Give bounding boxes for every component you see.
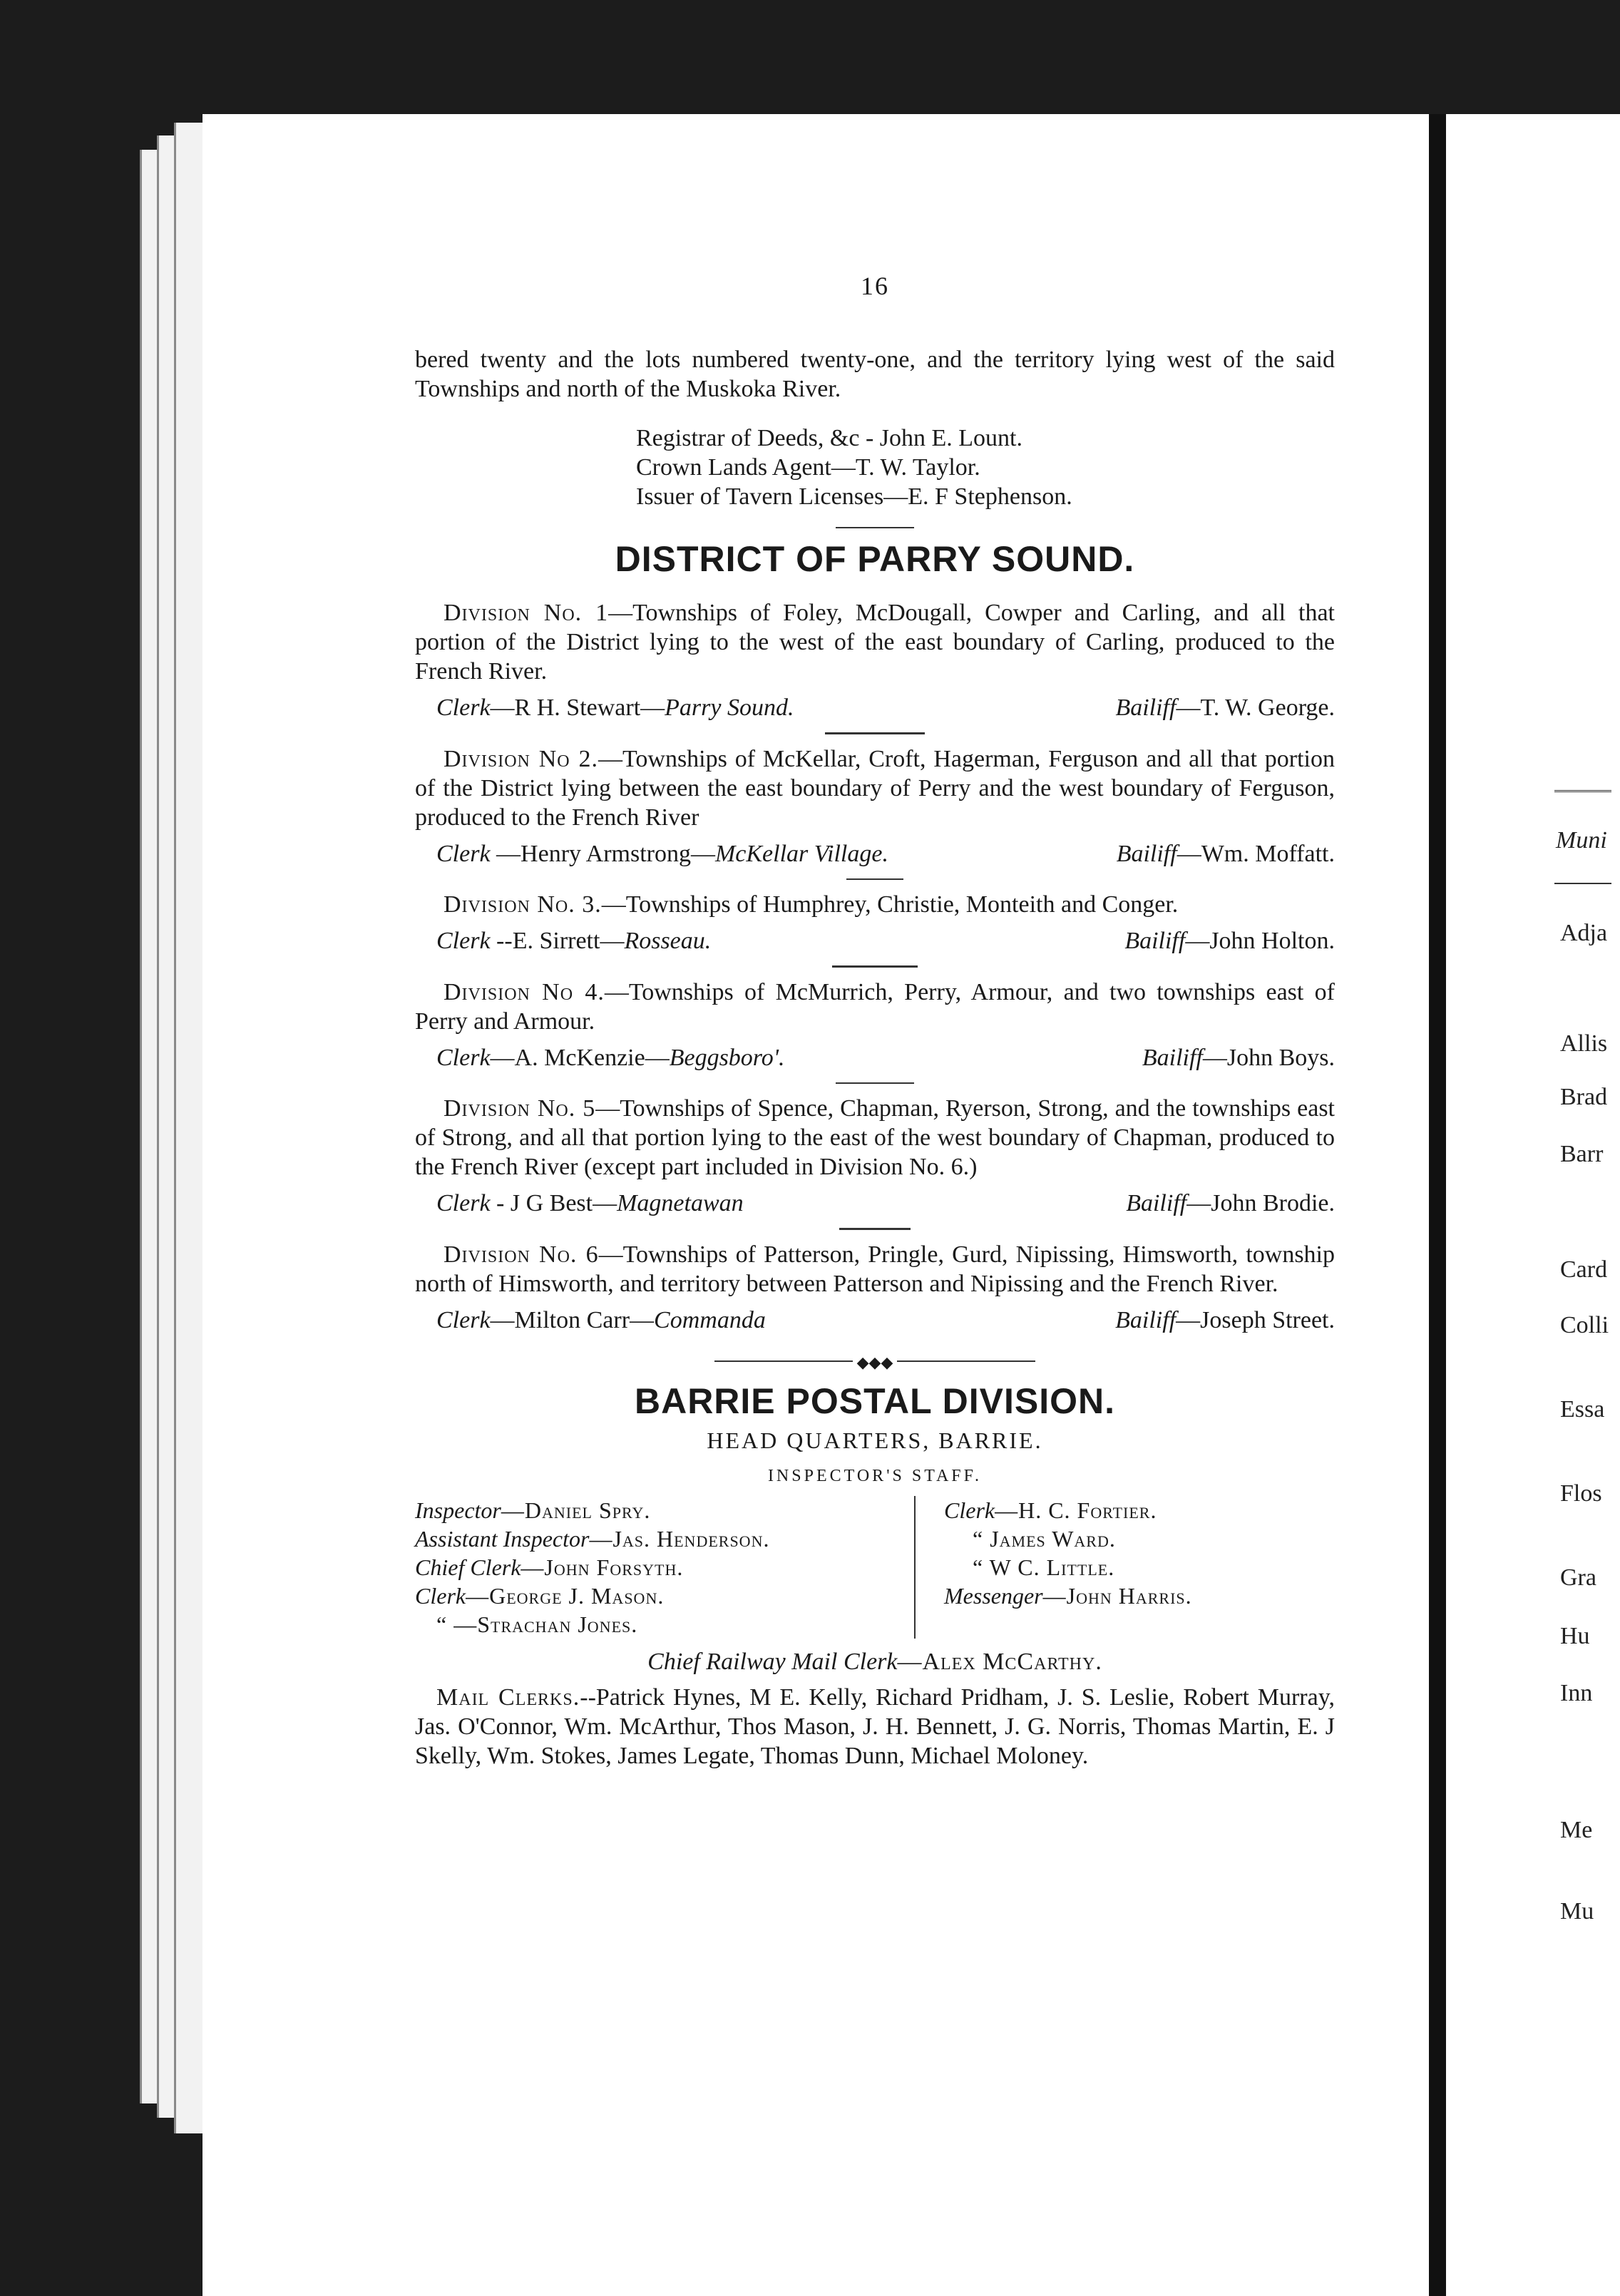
bailiff-label: Bailiff bbox=[1116, 841, 1177, 867]
division-text: —Townships of Patterson, Pringle, Gurd, Nipissing, Himsworth, township north of Himsworth, and territory between Patterson and Nipissing and the French River. bbox=[415, 1241, 1336, 1297]
staff-left-column bbox=[415, 1496, 916, 1639]
division-label: Division No 4. bbox=[444, 979, 605, 1005]
division-entry bbox=[415, 890, 1335, 955]
division-entry bbox=[415, 1094, 1335, 1218]
division-label: Division No. 5 bbox=[444, 1095, 596, 1122]
clerk-name: —R H. Stewart— bbox=[490, 695, 665, 721]
right-page-word: Flos bbox=[1560, 1480, 1602, 1507]
officers-list bbox=[636, 424, 1335, 511]
bailiff-name: —John Boys. bbox=[1202, 1045, 1335, 1071]
division-label: Division No. 6 bbox=[444, 1241, 599, 1268]
staff-right-column bbox=[916, 1496, 1192, 1639]
bailiff-label: Bailiff bbox=[1115, 1307, 1176, 1333]
right-page-word: Essa bbox=[1560, 1396, 1605, 1423]
railway-mail-clerk: Chief Railway Mail Clerk—Alex McCarthy. bbox=[647, 1649, 1102, 1675]
mail-clerks: Mail Clerks.--Patrick Hynes, M E. Kelly, Richard Pridham, J. S. Leslie, Robert Murray, Jas. O'Connor, Wm. McArthur, Thos Mason, J. H. Bennett, J. G. Norris, Thomas Martin, E. J Skelly, Wm. Stokes, James Legate, Thomas Dunn, Michael Moloney. bbox=[415, 1684, 1335, 1769]
right-page-word: Hu bbox=[1560, 1623, 1590, 1649]
right-page-word: Gra bbox=[1560, 1564, 1596, 1591]
division-rule bbox=[846, 878, 903, 880]
right-page bbox=[1446, 114, 1620, 2296]
right-page-rule bbox=[1554, 790, 1611, 792]
right-page-word: Inn bbox=[1560, 1680, 1593, 1706]
bailiff-name: —Wm. Moffatt. bbox=[1176, 841, 1335, 867]
division-entry bbox=[415, 598, 1335, 722]
division-text: —Townships of Humphrey, Christie, Monteith and Conger. bbox=[601, 891, 1179, 918]
division-entry bbox=[415, 1240, 1335, 1335]
staff-entry: Inspector—Daniel Spry. bbox=[415, 1497, 651, 1523]
staff-table bbox=[415, 1496, 1335, 1639]
division-label: Division No 2. bbox=[444, 746, 598, 772]
right-page-word: Adja bbox=[1560, 920, 1608, 946]
division-text: —Townships of McMurrich, Perry, Armour, and two townships east of Perry and Armour. bbox=[415, 979, 1335, 1035]
clerk-place: McKellar Village. bbox=[714, 841, 888, 867]
clerk-name: —Milton Carr— bbox=[490, 1307, 655, 1333]
book-gutter bbox=[1429, 114, 1446, 2296]
clerk-place: Commanda bbox=[654, 1307, 766, 1333]
division-rule bbox=[836, 1082, 914, 1084]
division-rule bbox=[825, 732, 925, 734]
bailiff-label: Bailiff bbox=[1124, 928, 1186, 954]
clerk-place: Beggsboro'. bbox=[669, 1045, 785, 1071]
bailiff-name: —John Brodie. bbox=[1186, 1190, 1335, 1216]
division-rule bbox=[832, 965, 918, 968]
section-rule bbox=[836, 527, 914, 528]
right-page-word: Allis bbox=[1560, 1030, 1608, 1057]
right-page-rule bbox=[1554, 883, 1611, 884]
headquarters: HEAD QUARTERS, BARRIE. bbox=[707, 1428, 1043, 1453]
staff-entry: Clerk—George J. Mason. bbox=[415, 1583, 665, 1609]
division-text: —Townships of McKellar, Croft, Hagerman, Ferguson and all that portion of the District lying between the east boundary of Perry and the west boundary of Ferguson, produced to the French River bbox=[415, 746, 1335, 831]
district-title: DISTRICT OF PARRY SOUND. bbox=[615, 539, 1135, 579]
staff-entry: “ James Ward. bbox=[973, 1526, 1116, 1552]
right-page-heading: Muni bbox=[1556, 827, 1607, 854]
clerk-label: Clerk bbox=[436, 928, 491, 954]
ornament-divider bbox=[415, 1353, 1335, 1371]
clerk-place: Parry Sound. bbox=[665, 695, 794, 721]
clerk-name: - J G Best— bbox=[490, 1190, 617, 1216]
right-page-word: Card bbox=[1560, 1256, 1608, 1283]
staff-entry: Clerk—H. C. Fortier. bbox=[944, 1497, 1157, 1523]
bailiff-name: —John Holton. bbox=[1185, 928, 1335, 954]
division-label: Division No. 3. bbox=[444, 891, 602, 918]
staff-entry: “ —Strachan Jones. bbox=[436, 1611, 638, 1637]
staff-entry: Chief Clerk—John Forsyth. bbox=[415, 1554, 684, 1580]
barrie-title: BARRIE POSTAL DIVISION. bbox=[634, 1381, 1115, 1421]
intro-paragraph: bered twenty and the lots numbered twenty-one, and the territory lying west of the said Townships and north of the Muskoka River. bbox=[415, 347, 1335, 402]
clerk-label: Clerk bbox=[436, 1307, 491, 1333]
page-content bbox=[415, 271, 1335, 1770]
bailiff-name: —T. W. George. bbox=[1176, 695, 1335, 721]
bailiff-name: —Joseph Street. bbox=[1176, 1307, 1335, 1333]
clerk-label: Clerk bbox=[436, 841, 491, 867]
staff-entry: “ W C. Little. bbox=[973, 1554, 1115, 1580]
clerk-name: —A. McKenzie— bbox=[490, 1045, 670, 1071]
right-page-word: Me bbox=[1560, 1817, 1593, 1843]
division-label: Division No. 1 bbox=[444, 600, 609, 626]
division-text: —Townships of Foley, McDougall, Cowper and Carling, and all that portion of the District lying to the west of the east boundary of Carling, produced to the French River. bbox=[415, 600, 1335, 685]
staff-entry: Assistant Inspector—Jas. Henderson. bbox=[415, 1526, 770, 1552]
right-page-word: Colli bbox=[1560, 1312, 1609, 1338]
clerk-label: Clerk bbox=[436, 1045, 491, 1071]
division-entry bbox=[415, 744, 1335, 868]
division-entry bbox=[415, 978, 1335, 1072]
clerk-place: Rosseau. bbox=[624, 928, 712, 954]
clerk-name: —Henry Armstrong— bbox=[490, 841, 715, 867]
division-text: —Townships of Spence, Chapman, Ryerson, Strong, and the townships east of Strong, and all that portion lying to the east of the west boundary of Chapman, produced to the French River (except part included in Division No. 6.) bbox=[415, 1095, 1335, 1180]
clerk-name: --E. Sirrett— bbox=[490, 928, 625, 954]
officer-line: Crown Lands Agent—T. W. Taylor. bbox=[636, 454, 980, 481]
bailiff-label: Bailiff bbox=[1126, 1190, 1187, 1216]
right-page-word: Brad bbox=[1560, 1084, 1608, 1110]
clerk-label: Clerk bbox=[436, 1190, 491, 1216]
officer-line: Issuer of Tavern Licenses—E. F Stephenson. bbox=[636, 483, 1072, 510]
right-page-word: Mu bbox=[1560, 1898, 1594, 1925]
staff-entry: Messenger—John Harris. bbox=[944, 1583, 1192, 1609]
staff-heading: INSPECTOR'S STAFF. bbox=[767, 1467, 983, 1485]
clerk-place: Magnetawan bbox=[617, 1190, 744, 1216]
officer-line: Registrar of Deeds, &c - John E. Lount. bbox=[636, 425, 1022, 451]
bailiff-label: Bailiff bbox=[1142, 1045, 1203, 1071]
page-number: 16 bbox=[861, 272, 889, 300]
ornament-icon: ◆◆◆ bbox=[853, 1353, 898, 1371]
division-rule bbox=[839, 1228, 911, 1230]
bailiff-label: Bailiff bbox=[1115, 695, 1176, 721]
right-page-word: Barr bbox=[1560, 1141, 1604, 1167]
clerk-label: Clerk bbox=[436, 695, 491, 721]
